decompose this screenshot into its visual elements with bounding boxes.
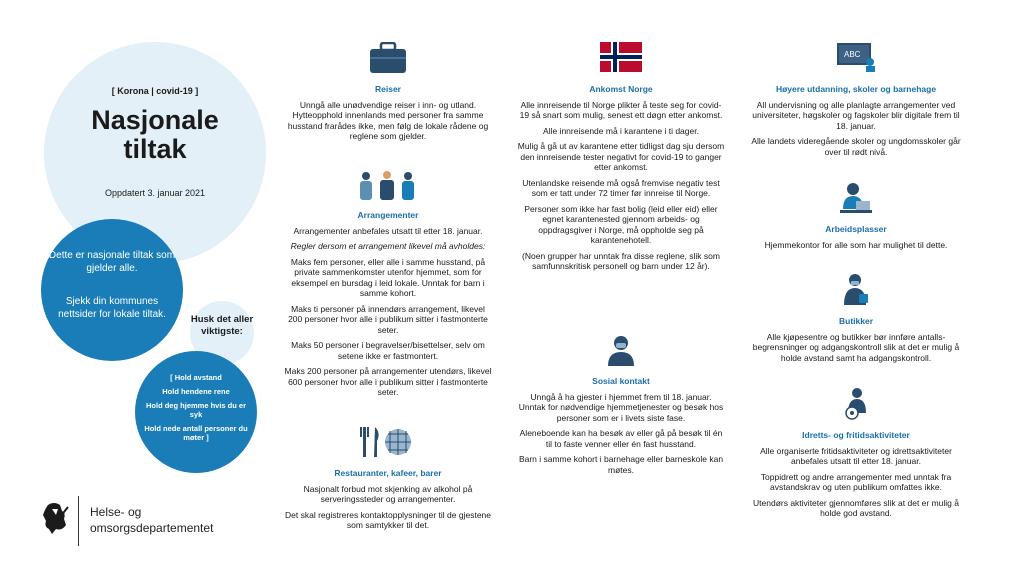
norway-flag-icon xyxy=(600,42,642,72)
idrett-section xyxy=(751,430,961,524)
ankomst-text: Alle innreisende må i karantene i ti dager. xyxy=(543,125,699,136)
ankomst-text: Mulig å gå ut av karantene etter tidligst dag sju dersom den innreisende tester negativt for covid-19 to ganger etter ankomst. xyxy=(517,141,725,172)
restauranter-text: Nasjonalt forbud mot skjenking av alkohol på serveringssteder og arrangementer. xyxy=(303,483,473,504)
important-item: Hold deg hjemme hvis du er syk xyxy=(145,401,247,419)
utdanning-heading: Høyere utdanning, skoler og barnehage xyxy=(775,84,937,94)
ankomst-heading: Ankomst Norge xyxy=(589,84,653,94)
arrangementer-text: Maks ti personer på innendørs arrangement, likevel 200 personer hvor alle i publikum sitter i fastmonterte seter. xyxy=(288,303,488,335)
restauranter-section xyxy=(283,468,493,536)
reiser-text: Unngå alle unødvendige reiser i inn- og utland. Hytteopphold innenlands med personer fra samme husstand frarådes ikke, men følg de lokale rådene og reglene som gjelder. xyxy=(287,99,489,141)
svg-text:ABC: ABC xyxy=(844,50,861,59)
arrangementer-rules-intro: Regler dersom et arrangement likevel må avholdes: xyxy=(290,241,486,251)
cutlery-discoball-icon xyxy=(359,425,413,459)
national-measures-text: Dette er nasjonale tiltak som gjelder alle. xyxy=(48,250,176,274)
arrangementer-section xyxy=(283,210,493,403)
arrangementer-heading: Arrangementer xyxy=(357,210,419,220)
shopper-icon xyxy=(840,272,870,306)
ankomst-section xyxy=(516,84,726,277)
idrett-heading: Idretts- og fritidsaktiviteter xyxy=(802,430,910,440)
footer-divider xyxy=(78,496,79,546)
butikker-heading: Butikker xyxy=(838,316,873,326)
korona-tag: [ Korona | covid-19 ] xyxy=(111,86,199,96)
ankomst-text: Personer som ikke har fast bolig (leid eller eid) eller egnet karantenested gjennom arbeids- og oppdragsgiver i Norge, må oppholde seg på karantenehotell. xyxy=(524,203,718,245)
sosial-text: Barn i samme kohort i barnehage eller barneskole kan møtes. xyxy=(518,454,724,475)
office-worker-icon xyxy=(838,181,874,215)
utdanning-section xyxy=(751,84,961,162)
ministry-name xyxy=(90,504,213,536)
updated-date: Oppdatert 3. januar 2021 xyxy=(104,188,206,198)
info-circle xyxy=(41,219,183,361)
arrangementer-text: Maks 50 personer i begravelser/bisettelser, selv om setene ikke er fastmontert. xyxy=(291,340,485,361)
title-line-1: Nasjonale xyxy=(91,105,219,135)
norwegian-lion-logo xyxy=(40,501,70,535)
page-title xyxy=(60,106,250,164)
idrett-text: Utendørs aktiviteter gjennomføres slik at det er mulig å holde god avstand. xyxy=(753,497,959,518)
title-line-2: tiltak xyxy=(123,134,187,164)
idrett-text: Toppidrett og andre arrangementer med unntak fra avstandskrav og uten publikum omfattes ikke. xyxy=(760,471,952,492)
butikker-text: Alle kjøpesentre og butikker bør innføre antalls-begrensninger og adgangskontroll slik at det er mulig å holde avstand samt ha adgangskontroll. xyxy=(752,331,960,363)
people-icon xyxy=(357,169,417,201)
butikker-section xyxy=(751,316,961,368)
arbeidsplasser-heading: Arbeidsplasser xyxy=(825,224,887,234)
person-mask-icon xyxy=(606,334,636,366)
check-municipality-text: Sjekk din kommunes nettsider for lokale tiltak. xyxy=(58,296,166,320)
sosial-section xyxy=(516,376,726,480)
sosial-text: Aleneboende kan ha besøk av eller gå på besøk til én til to faste venner eller én fast husstand. xyxy=(519,428,723,449)
utdanning-text: Alle landets videregående skoler og ungdomsskoler går over til rødt nivå. xyxy=(751,136,961,157)
briefcase-icon xyxy=(369,42,407,74)
arbeidsplasser-section xyxy=(751,224,961,255)
sosial-heading: Sosial kontakt xyxy=(592,376,650,386)
football-player-icon xyxy=(843,387,871,421)
arrangementer-text: Maks 200 personer på arrangementer utendørs, likevel 600 personer hvor alle i publikum sitter i fastmonterte seter. xyxy=(284,366,492,397)
utdanning-text: All undervisning og alle planlagte arrangementer ved universiteter, høgskoler og fagskoler blir digitale frem til 18. januar. xyxy=(752,99,960,131)
important-item: Hold nede antall personer du møter ] xyxy=(144,424,248,442)
ministry-line-1: Helse- og xyxy=(90,505,142,519)
ankomst-text: (Noen grupper har unntak fra disse reglene, slik som samfunnskritisk personell og barn under 12 år). xyxy=(522,250,720,271)
arrangementer-text: Maks fem personer, eller alle i samme husstand, på private sammenkomster utenfor hjemmet, som for eksempel en bursdag i leid lokale. Unntak for barn i samme kohort. xyxy=(290,256,486,298)
restauranter-heading: Restauranter, kafeer, barer xyxy=(334,468,442,478)
school-board-icon xyxy=(836,42,876,72)
important-item: [ Hold avstand xyxy=(170,373,222,382)
restauranter-text: Det skal registreres kontaktopplysninger til de gjestene som samtykker til det. xyxy=(285,509,491,530)
arbeidsplasser-text: Hjemmekontor for alle som har mulighet til dette. xyxy=(764,239,948,250)
important-item: Hold hendene rene xyxy=(162,387,230,396)
ankomst-text: Alle innreisende til Norge plikter å teste seg for covid-19 så snart som mulig, senest ett døgn etter ankomst. xyxy=(519,99,723,120)
husk-label: Husk det aller viktigste: xyxy=(190,314,254,337)
reiser-heading: Reiser xyxy=(375,84,401,94)
reiser-section xyxy=(283,84,493,147)
idrett-text: Alle organiserte fritidsaktiviteter og idrettsaktiviteter anbefales utsatt til etter 18. januar. xyxy=(760,445,952,466)
ministry-line-2: omsorgsdepartementet xyxy=(90,521,214,535)
sosial-text: Unngå å ha gjester i hjemmet frem til 18. januar. Unntak for nødvendige hjemmetjenester og besøk hos personer som er i livets siste fase. xyxy=(518,391,724,423)
ankomst-text: Utenlandske reisende må også fremvise negativ test som er tatt under 72 timer før innreise til Norge. xyxy=(522,177,720,198)
arrangementer-text: Arrangementer anbefales utsatt til etter 18. januar. xyxy=(293,225,483,236)
